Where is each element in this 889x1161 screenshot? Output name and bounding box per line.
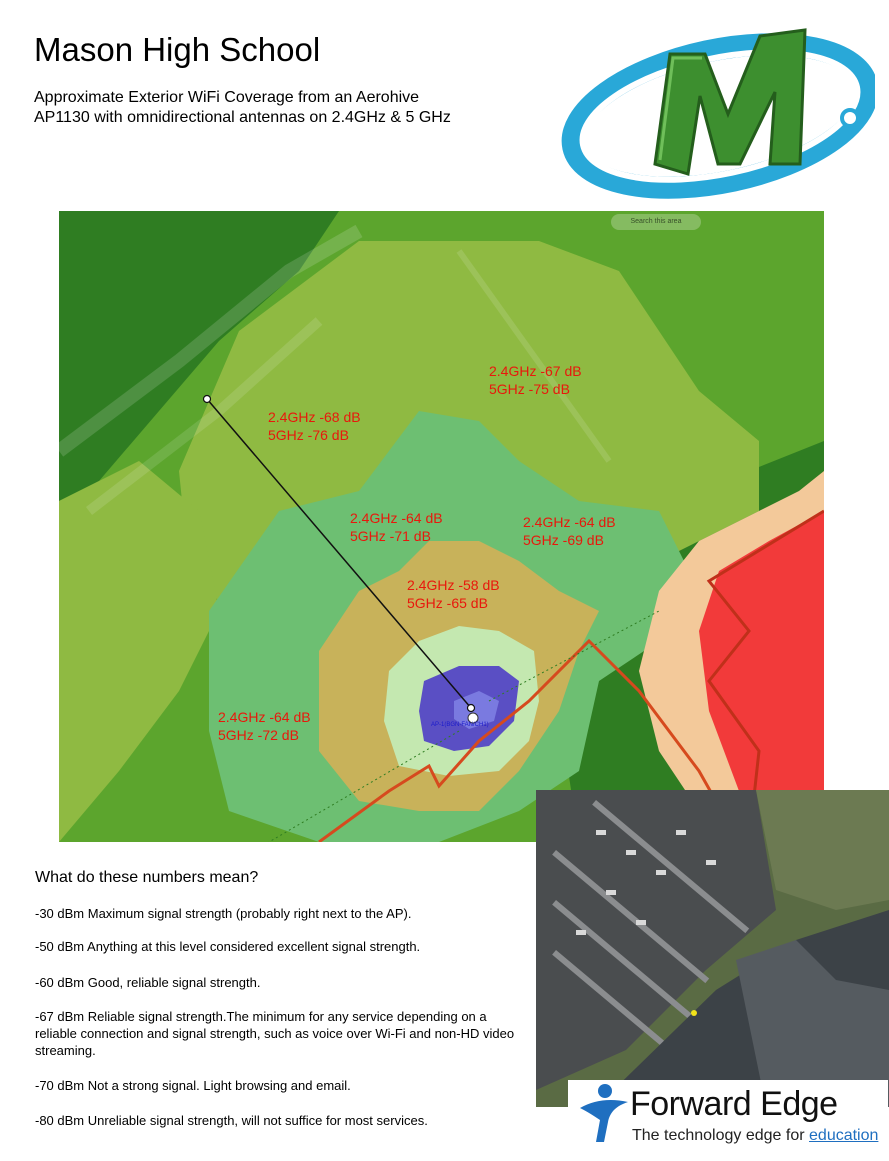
legend-item: -60 dBm Good, reliable signal strength. bbox=[35, 975, 261, 990]
mason-m-logo-icon bbox=[560, 14, 875, 204]
signal-label: 2.4GHz -58 dB 5GHz -65 dB bbox=[407, 577, 500, 611]
legend-item: -70 dBm Not a strong signal. Light browsing and email. bbox=[35, 1078, 351, 1093]
forward-edge-name: Forward Edge bbox=[630, 1085, 838, 1123]
wifi-heatmap[interactable] bbox=[59, 211, 824, 842]
legend-item: -67 dBm Reliable signal strength.The minimum for any service depending on a reliable connection and signal strength, such as voice over Wi-Fi and non-HD video streaming. bbox=[35, 1009, 515, 1058]
legend-item: -30 dBm Maximum signal strength (probably right next to the AP). bbox=[35, 906, 412, 921]
page-title: Mason High School bbox=[34, 31, 321, 68]
page-subtitle bbox=[34, 88, 554, 128]
signal-label: 2.4GHz -68 dB 5GHz -76 dB bbox=[268, 409, 361, 443]
signal-label: 2.4GHz -67 dB 5GHz -75 dB bbox=[489, 363, 582, 397]
aerial-photo bbox=[536, 790, 889, 1107]
subtitle-line-2: AP1130 with omnidirectional antennas on 2.4GHz & 5 GHz bbox=[34, 109, 451, 126]
subtitle-line-1: Approximate Exterior WiFi Coverage from an Aerohive bbox=[34, 89, 420, 106]
signal-label: 2.4GHz -64 dB 5GHz -69 dB bbox=[523, 514, 616, 548]
forward-edge-logo bbox=[568, 1080, 888, 1160]
person-swoosh-icon bbox=[576, 1082, 630, 1144]
legend-item: -50 dBm Anything at this level considered excellent signal strength. bbox=[35, 939, 421, 954]
forward-edge-tagline: The technology edge for education bbox=[632, 1127, 879, 1144]
signal-label: 2.4GHz -64 dB 5GHz -71 dB bbox=[350, 510, 443, 544]
access-point-label: AP-1(BGN-FAN/CH1) bbox=[431, 722, 489, 728]
legend-item: -80 dBm Unreliable signal strength, will not suffice for most services. bbox=[35, 1113, 428, 1128]
legend-heading: What do these numbers mean? bbox=[35, 869, 259, 886]
map-search-button[interactable]: Search this area bbox=[611, 214, 701, 230]
signal-label: 2.4GHz -64 dB 5GHz -72 dB bbox=[218, 709, 311, 743]
